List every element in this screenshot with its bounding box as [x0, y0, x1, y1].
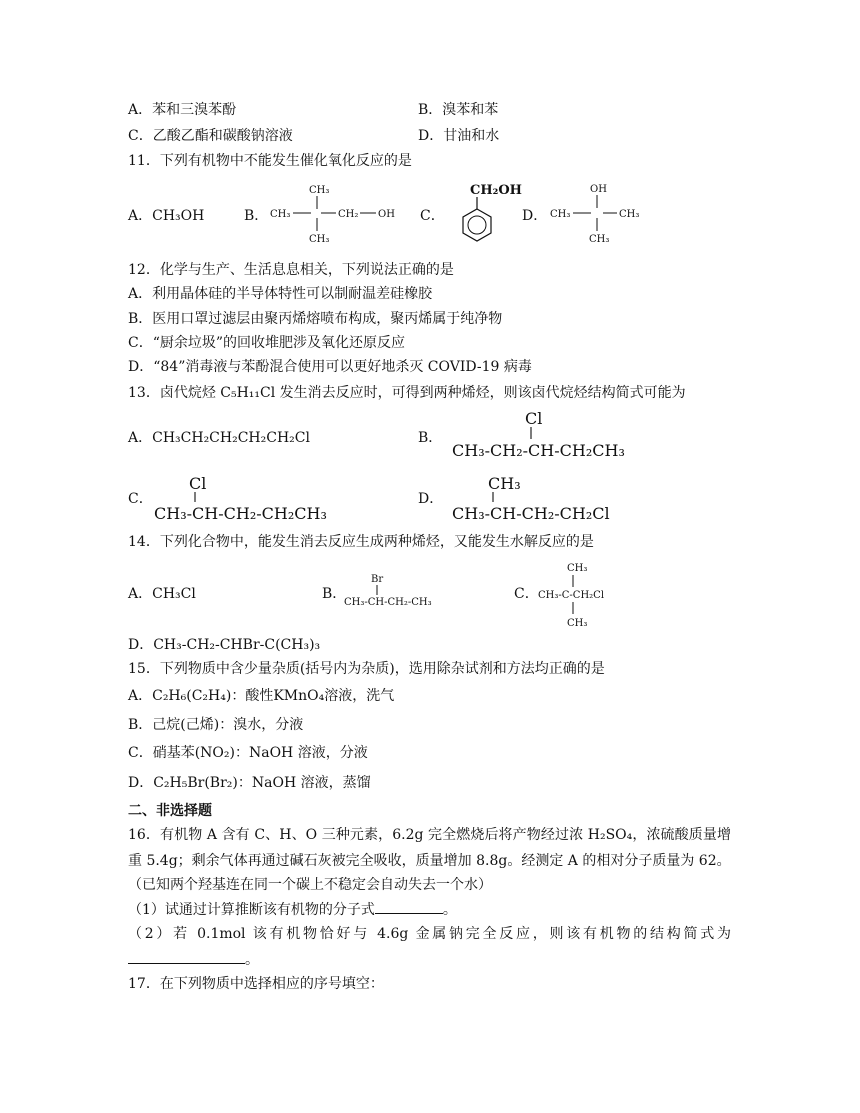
q16-part-1-text: （1）试通过计算推断该有机物的分子式: [128, 902, 375, 918]
q14-option-c-label: C．: [514, 586, 539, 602]
q13-c-chain: CH₃-CH-CH₂-CH₂CH₃: [154, 504, 327, 523]
answer-blank[interactable]: [128, 950, 245, 964]
q14-c-top-methyl: CH₃: [567, 563, 588, 574]
q12-option-a: A．利用晶体硅的半导体特性可以制耐温差硅橡胶: [128, 286, 433, 302]
q15-option-b: B．己烷(己烯)：溴水，分液: [128, 717, 304, 733]
q11-b-methylene: CH₂: [338, 209, 359, 220]
q12-option-b: B．医用口罩过滤层由聚丙烯熔喷布构成，聚丙烯属于纯净物: [128, 311, 503, 327]
section-title: 二、非选择题: [128, 803, 212, 819]
benzene-ring-icon: [463, 209, 491, 241]
q12-option-c: C．“厨余垃圾”的回收堆肥涉及氧化还原反应: [128, 335, 406, 351]
q14-c-chain: CH₃-C-CH₂Cl: [538, 590, 605, 601]
q16-part-2: （2）若 0.1mol 该有机物恰好与 4.6g 金属钠完全反应，则该有机物的结构简式为: [128, 926, 731, 942]
q14-option-a: A．CH₃Cl: [128, 586, 196, 602]
q16-part-2-answer: [128, 950, 259, 969]
q14-c-bottom-methyl: CH₃: [567, 618, 588, 629]
q13-b-chain: CH₃-CH₂-CH-CH₂CH₃: [452, 441, 625, 460]
q11-d-bottom-methyl: CH₃: [589, 234, 610, 245]
q13-option-d-label: D．: [418, 491, 444, 507]
q10-option-c: C．乙酸乙酯和碳酸钠溶液: [128, 128, 293, 144]
q13-b-structure: [450, 408, 625, 464]
q11-d-left-methyl: CH₃: [550, 209, 571, 220]
q13-option-b-label: B．: [418, 430, 443, 446]
q17-stem: 17．在下列物质中选择相应的序号填空：: [128, 976, 384, 992]
q14-b-substituent: Br: [371, 574, 384, 585]
q16-part-1-end: 。: [442, 902, 457, 918]
q13-c-structure: [152, 474, 327, 526]
q16-part-1: [128, 900, 457, 919]
q15-stem: 15．下列物质中含少量杂质(括号内为杂质)，选用除杂试剂和方法均正确的是: [128, 661, 605, 677]
q11-stem: 11．下列有机物中不能发生催化氧化反应的是: [128, 153, 412, 169]
q11-d-hydroxyl: OH: [590, 184, 607, 195]
q13-d-structure: [450, 474, 620, 526]
q13-b-substituent: Cl: [525, 409, 543, 428]
q11-b-bottom-methyl: CH₃: [309, 234, 330, 245]
q14-option-b-label: B．: [322, 586, 347, 602]
q13-option-c-label: C．: [128, 491, 153, 507]
q16-line-1: 16．有机物 A 含有 C、H、O 三种元素，6.2g 完全燃烧后将产物经过浓 H₂SO₄，浓硫酸质量增: [128, 827, 731, 843]
q11-b-left-methyl: CH₃: [270, 209, 291, 220]
q12-option-d: D．“84”消毒液与苯酚混合使用可以更好地杀灭 COVID-19 病毒: [128, 359, 532, 375]
q13-c-substituent: Cl: [189, 474, 207, 493]
q11-d-right-methyl: CH₃: [619, 209, 640, 220]
q16-part-2-end: 。: [245, 952, 259, 968]
q11-option-b-label: B．: [244, 208, 269, 224]
q13-d-substituent: CH₃: [488, 474, 521, 493]
q11-c-benzyl-alcohol: [456, 180, 522, 244]
q13-option-a: A．CH₃CH₂CH₂CH₂CH₂Cl: [128, 430, 310, 446]
q11-b-hydroxyl: OH: [378, 209, 395, 220]
q11-b-structure: [270, 180, 400, 250]
q11-c-group: CH₂OH: [470, 183, 522, 198]
q10-option-b: B．溴苯和苯: [418, 102, 499, 118]
q14-option-d: D．CH₃-CH₂-CHBr-C(CH₃)₃: [128, 637, 321, 653]
q14-stem: 14．下列化合物中，能发生消去反应生成两种烯烃，又能发生水解反应的是: [128, 534, 594, 550]
q11-d-structure: [550, 180, 650, 250]
q14-b-chain: CH₃-CH-CH₂-CH₃: [344, 597, 432, 608]
q10-option-d: D．甘油和水: [418, 128, 500, 144]
q15-option-a: A．C₂H₆(C₂H₄)：酸性KMnO₄溶液，洗气: [128, 688, 395, 704]
q11-option-c-label: C．: [420, 208, 445, 224]
q16-line-3: （已知两个羟基连在同一个碳上不稳定会自动失去一个水）: [128, 877, 492, 893]
q15-option-c: C．硝基苯(NO₂)：NaOH 溶液，分液: [128, 745, 368, 761]
q11-option-d-label: D．: [522, 208, 548, 224]
q10-option-a: A．苯和三溴苯酚: [128, 102, 237, 118]
q14-b-structure: [344, 570, 454, 614]
q13-d-chain: CH₃-CH-CH₂-CH₂Cl: [452, 504, 610, 523]
q15-option-d: D．C₂H₅Br(Br₂)：NaOH 溶液，蒸馏: [128, 775, 371, 791]
q16-line-2: 重 5.4g；剩余气体再通过碱石灰被完全吸收，质量增加 8.8g。经测定 A 的相对分子质量为 62。: [128, 853, 731, 869]
q13-stem: 13．卤代烷烃 C₅H₁₁Cl 发生消去反应时，可得到两种烯烃，则该卤代烷烃结构简式可能为: [128, 385, 686, 401]
answer-blank[interactable]: [375, 900, 443, 914]
q11-b-top-methyl: CH₃: [309, 185, 330, 196]
q14-c-structure: [538, 558, 638, 630]
q12-stem: 12．化学与生产、生活息息相关，下列说法正确的是: [128, 262, 454, 278]
q11-option-a: A．CH₃OH: [128, 208, 205, 224]
